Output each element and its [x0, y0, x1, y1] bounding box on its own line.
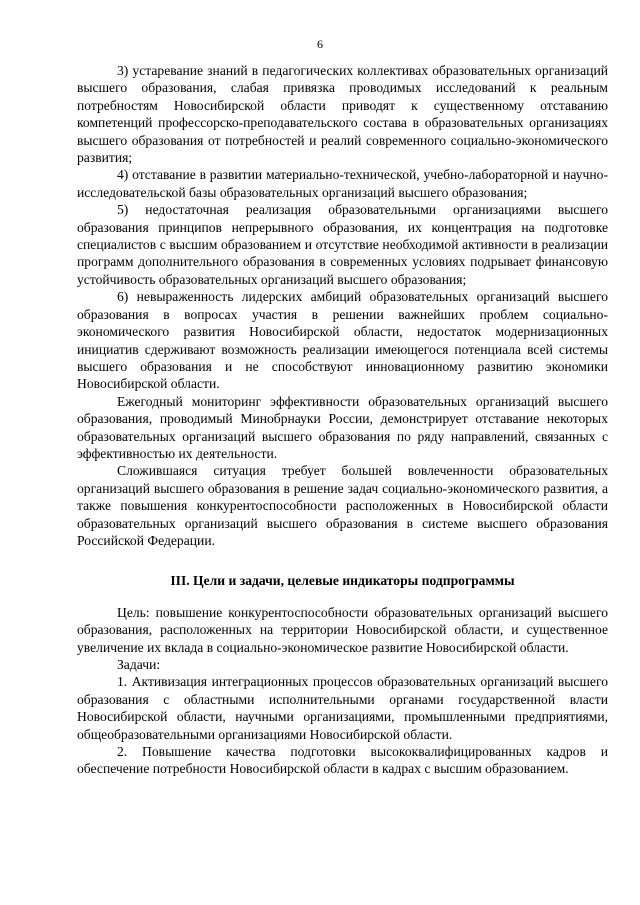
- section-heading: III. Цели и задачи, целевые индикаторы подпрограммы: [170, 573, 515, 589]
- page-number: 6: [317, 37, 323, 51]
- paragraph-task-2: 2. Повышение качества подготовки высококвалифицированных кадров и обеспечение потребности Новосибирской области в кадрах с высшим образованием.: [77, 744, 608, 777]
- paragraph-item-4: 4) отставание в развитии материально-технической, учебно-лабораторной и научно-исследовательской базы образовательных организаций высшего образования;: [77, 167, 608, 200]
- paragraph-task-1: 1. Активизация интеграционных процессов образовательных организаций высшего образования с областными исполнительными органами государственной власти Новосибирской области, научными организациями, промышленными предприятиями, общеобразовательными организациями Новосибирской области.: [77, 674, 608, 742]
- paragraph-tasks-label: Задачи:: [117, 657, 161, 672]
- paragraph-item-6: 6) невыраженность лидерских амбиций образовательных организаций высшего образования в вопросах участия в решении важнейших проблем социально-экономического развития Новосибирской области, недостаток модернизационных инициатив сдерживают возможность реализации имеющегося потенциала всей системы высшего образования и не способствуют инновационному развитию экономики Новосибирской области.: [77, 289, 608, 392]
- paragraph-item-3: 3) устаревание знаний в педагогических коллективах образовательных организаций высшего образования, слабая привязка проводимых исследований к реальным потребностям Новосибирской области приводят к существенному отставанию компетенций профессорско-преподавательского состава в образовательных организациях высшего образования от потребностей и реалий современного социально-экономического развития;: [77, 63, 608, 166]
- page-content: [77, 62, 608, 778]
- paragraph-situation: Сложившаяся ситуация требует большей вовлеченности образовательных организаций высшего образования в решение задач социально-экономического развития, а также повышения конкурентоспособности расположенных в Новосибирской области образовательных организаций высшего образования в системе высшего образования Российской Федерации.: [77, 463, 608, 548]
- paragraph-goal: Цель: повышение конкурентоспособности образовательных организаций высшего образования, расположенных на территории Новосибирской области, и существенное увеличение их вклада в социально-экономическое развитие Новосибирской области.: [77, 604, 608, 655]
- paragraph-monitoring: Ежегодный мониторинг эффективности образовательных организаций высшего образования, проводимый Минобрнауки России, демонстрирует отставание некоторых образовательных организаций высшего образования по ряду направлений, связанных с эффективностью их деятельности.: [77, 393, 608, 461]
- paragraph-item-5: 5) недостаточная реализация образовательными организациями высшего образования принципов непрерывного образования, их концентрация на подготовке специалистов с высшим образованием и отсутствие необходимой активности в реализации программ дополнительного образования в современных условиях подрывает финансовую устойчивость образовательных организаций высшего образования;: [77, 202, 608, 287]
